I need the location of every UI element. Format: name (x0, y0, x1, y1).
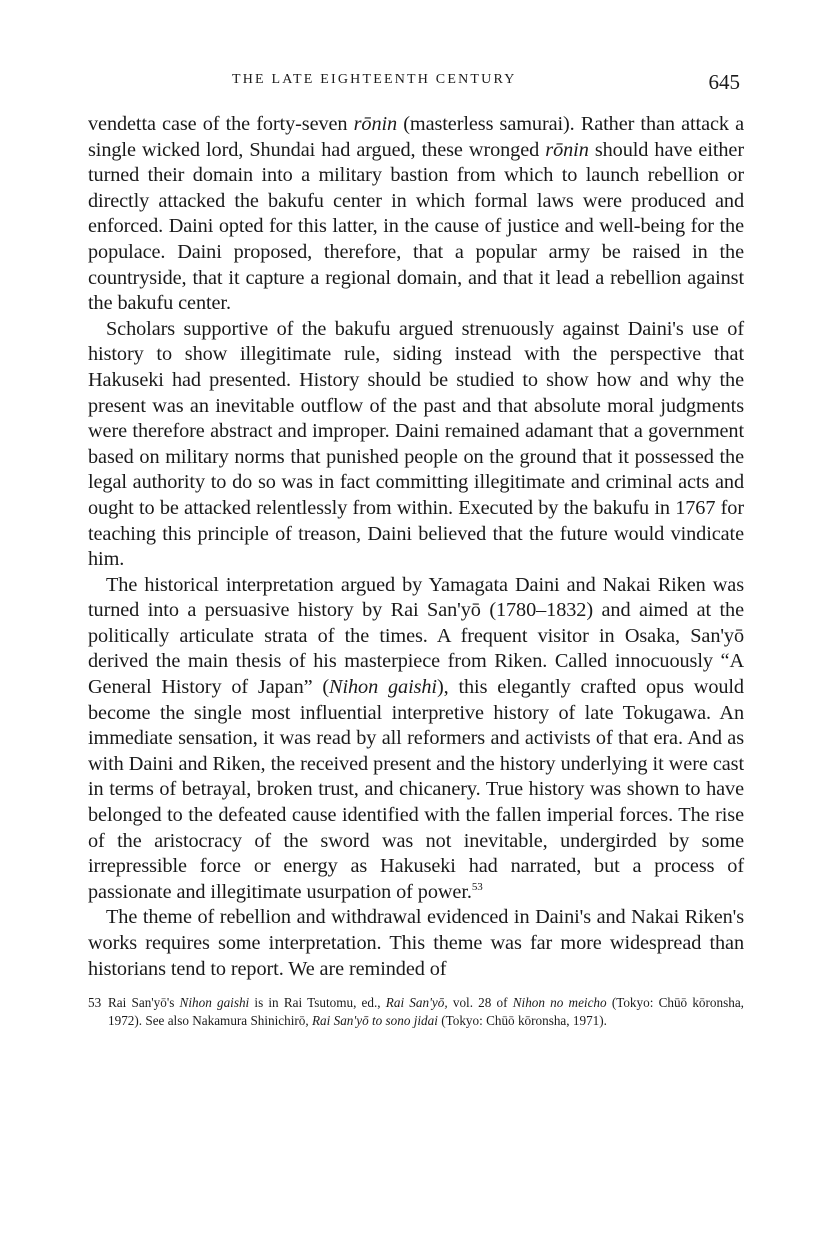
text-run: ), this elegantly crafted opus would become the single most influential interpretive history of late Tokugawa. An immediate sensation, it was read by all reformers and activists of that era. And as with Daini and Riken, the received present and the history underlying it were cast in terms of betrayal, broken trust, and chicanery. True history was shown to have belonged to the defeated cause identified with the fallen imperial forces. The rise of the aristocracy of the sword was not inevitable, undergirded by some irrepressible force or energy as Hakuseki had narrated, but a process of passionate and illegitimate usurpation of power. (88, 676, 744, 903)
italic-title: Rai San'yō to sono jidai (312, 1012, 438, 1028)
page-number: 645 (708, 70, 740, 94)
text-run: (Tokyo: Chūō kōronsha, 1971). (437, 1012, 607, 1028)
text-run: Rai San'yō's (108, 995, 180, 1011)
book-page (88, 70, 744, 1029)
text-run: The historical interpretation argued by Yamagata Daini and Nakai Riken was turned into a persuasive history by Rai San'yō (1780–1832) and aimed at the politically articulate strata of the times. A frequent visitor in Osaka, San'yō derived the main thesis of his masterpiece from Riken. Called innocuously “A General History of Japan” ( (88, 573, 744, 699)
text-run: vendetta case of the forty-seven (88, 113, 354, 135)
italic-title: Nihon no meicho (512, 995, 607, 1011)
paragraph (88, 573, 744, 906)
italic-title: Nihon gaishi (179, 995, 250, 1011)
footnote-reference[interactable]: 53 (471, 880, 483, 893)
italic-term: rōnin (545, 138, 589, 161)
footnote-number: 53 (88, 995, 102, 1011)
text-run: (Tokyo: Chūō kōronsha, 1972). See also Nakamura Shinichirō, (108, 995, 744, 1028)
text-run: is in Rai Tsutomu, ed., (249, 995, 386, 1011)
text-run: vol. 28 of (447, 995, 513, 1011)
paragraph: The theme of rebellion and withdrawal evidenced in Daini's and Nakai Riken's works requires some interpretation. This theme was far more widespread than historians tend to report. We are reminded of (88, 906, 744, 980)
paragraph: Scholars supportive of the bakufu argued strenuously against Daini's use of history to show illegitimate rule, siding instead with the perspective that Hakuseki had presented. History should be studied to show how and why the present was an inevitable outflow of the past and that absolute moral judgments were therefore abstract and improper. Daini remained adamant that a government based on military norms that punished people on the ground that it possessed the legal authority to do so was in fact committing illegitimate and criminal acts and ought to be attacked relentlessly from within. Executed by the bakufu in 1767 for teaching this principle of treason, Daini believed that the future would vindicate him. (88, 317, 744, 571)
running-title: THE LATE EIGHTEENTH CENTURY (232, 72, 517, 87)
running-header (88, 70, 744, 100)
footnote (88, 994, 744, 1029)
text-run: should have either turned their domain into a military bastion from which to launch rebellion or directly attacked the bakufu center in which formal laws were produced and enforced. Daini opted for this latter, in the cause of justice and well-being for the populace. Daini proposed, therefore, that a popular army be raised in the countryside, that it capture a regional domain, and that it lead a rebellion against the bakufu center. (88, 138, 744, 315)
italic-term: rōnin (353, 113, 398, 135)
text-run: (masterless samurai). Rather than attack a single wicked lord, Shundai had argued, these wronged (88, 113, 744, 161)
italic-title: Rai San'yō, (385, 995, 448, 1011)
italic-title: Nihon gaishi (329, 676, 437, 699)
body-text (88, 112, 744, 982)
paragraph (88, 112, 744, 317)
